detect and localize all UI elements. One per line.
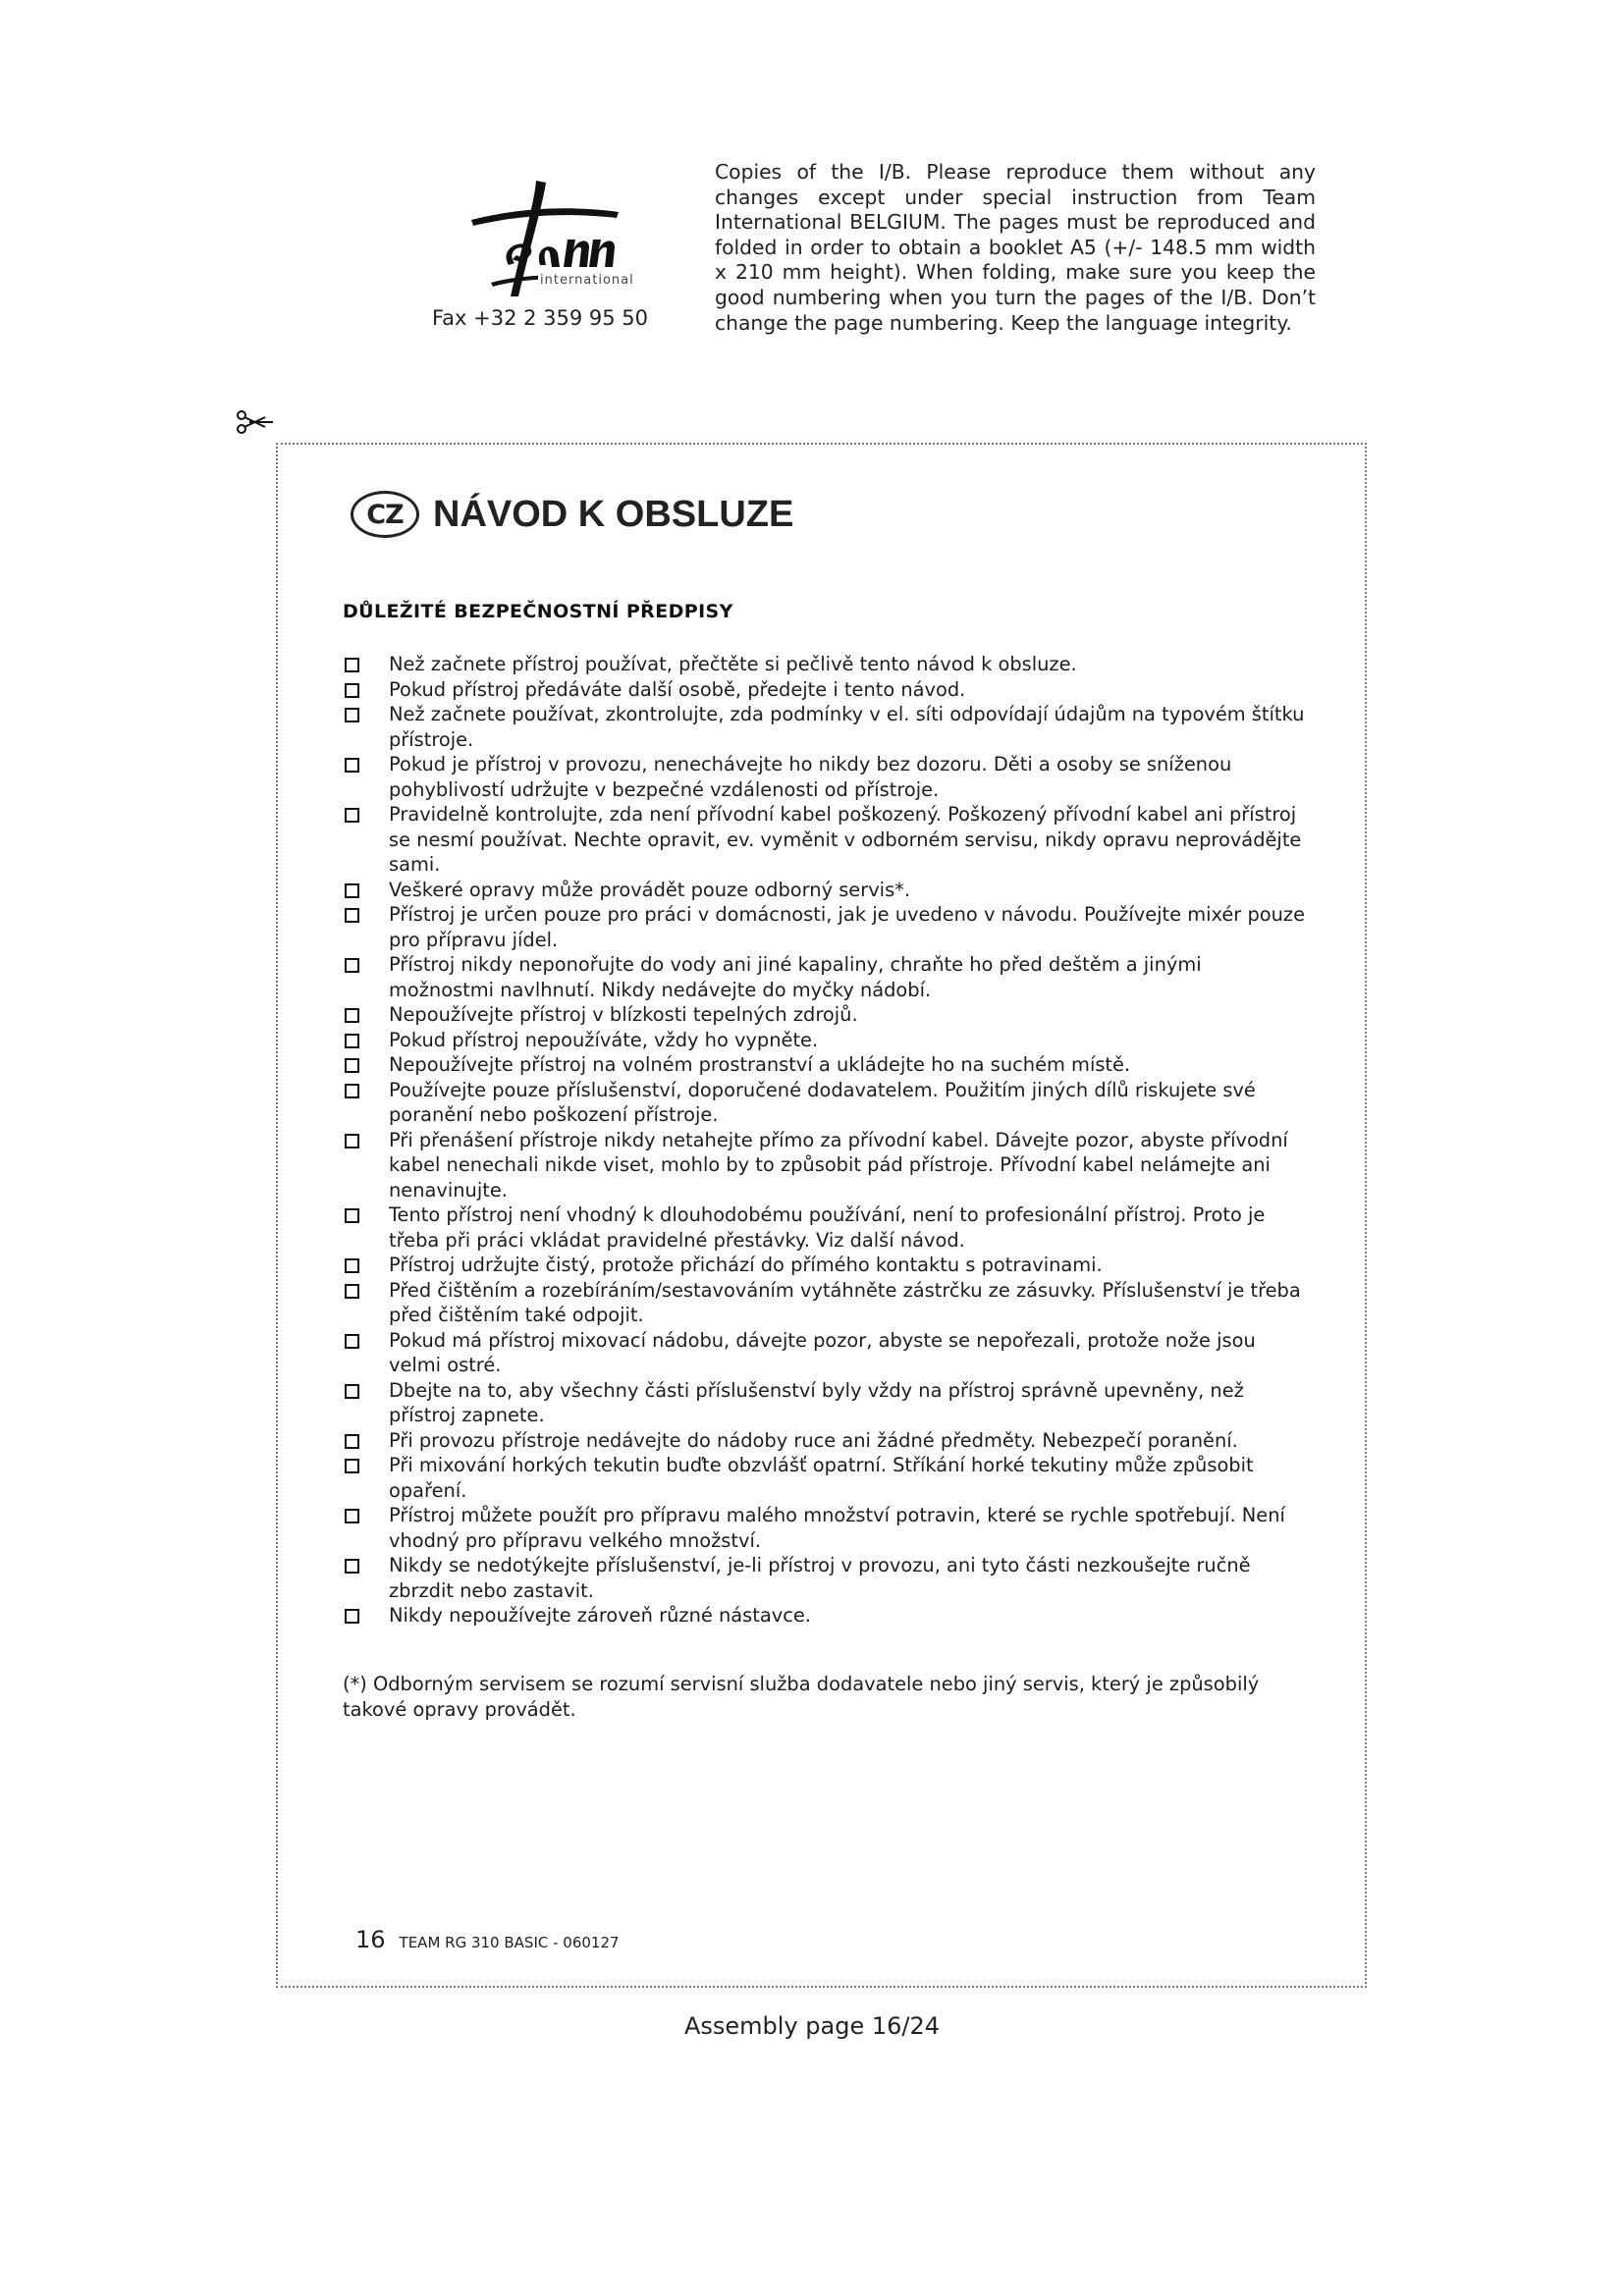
list-item-text: Tento přístroj není vhodný k dlouhodobému používání, není to profesionální přístroj. Proto je třeba při práci vkládat pravidelné přestávky. Viz další návod. <box>389 1203 1266 1252</box>
checkbox-icon <box>345 1509 359 1523</box>
list-item <box>343 902 1310 952</box>
list-item <box>343 1428 1310 1454</box>
list-item-text: Pokud přístroj předáváte další osobě, předejte i tento návod. <box>389 677 966 701</box>
list-item-text: Než začnete používat, zkontrolujte, zda podmínky v el. síti odpovídají údajům na typovém štítku přístroje. <box>389 703 1305 751</box>
list-item-text: Veškeré opravy může provádět pouze odborný servis*. <box>389 878 911 901</box>
list-item <box>343 702 1310 752</box>
team-logo <box>452 175 634 300</box>
list-item <box>343 1202 1310 1253</box>
list-item <box>343 1028 1310 1053</box>
list-item <box>343 1328 1310 1378</box>
checkbox-icon <box>345 1284 359 1299</box>
list-item <box>343 1378 1310 1428</box>
checkbox-icon <box>345 1459 359 1473</box>
list-item-text: Před čištěním a rozebíráním/sestavováním vytáhněte zástrčku ze zásuvky. Příslušenství je třeba před čištěním také odpojit. <box>389 1278 1301 1326</box>
list-item-text: Pravidelně kontrolujte, zda není přívodní kabel poškozený. Poškozený přívodní kabel ani přístroj se nesmí používat. Nechte opravit, ev. vyměnit v odborném servisu, nikdy opravu neprovádějte sami. <box>389 803 1302 876</box>
checkbox-icon <box>345 1258 359 1273</box>
checkbox-icon <box>345 883 359 898</box>
list-item <box>343 1078 1310 1128</box>
list-item-text: Než začnete přístroj používat, přečtěte si pečlivě tento návod k obsluze. <box>389 653 1077 675</box>
checkbox-icon <box>345 683 359 698</box>
checkbox-icon <box>345 1434 359 1449</box>
checkbox-icon <box>345 1609 359 1624</box>
manual-title: NÁVOD K OBSLUZE <box>433 493 794 535</box>
list-item-text: Pokud přístroj nepoužíváte, vždy ho vypněte. <box>389 1028 819 1051</box>
list-item <box>343 1603 1310 1629</box>
list-item-text: Nepoužívejte přístroj v blízkosti tepelných zdrojů. <box>389 1003 858 1026</box>
scissors-icon <box>236 409 275 435</box>
list-item-text: Při mixování horkých tekutin buďte obzvlášť opatrní. Stříkání horké tekutiny může způsobit opaření. <box>389 1454 1254 1502</box>
list-item-text: Přístroj udržujte čistý, protože přichází do přímého kontaktu s potravinami. <box>389 1254 1103 1276</box>
language-badge: CZ <box>351 491 419 538</box>
section-heading: DŮLEŽITÉ BEZPEČNOSTNÍ PŘEDPISY <box>343 601 733 622</box>
checkbox-icon <box>345 1384 359 1399</box>
checkbox-icon <box>345 1008 359 1023</box>
list-item-text: Pokud má přístroj mixovací nádobu, dávejte pozor, abyste se nepořezali, protože nože jsou velmi ostré. <box>389 1328 1256 1376</box>
list-item-text: Přístroj je určen pouze pro práci v domácnosti, jak je uvedeno v návodu. Používejte mixér pouze pro přípravu jídel. <box>389 903 1306 951</box>
checkbox-icon <box>345 1034 359 1048</box>
checkbox-icon <box>345 1559 359 1574</box>
footnote: (*) Odborným servisem se rozumí servisní služba dodavatele nebo jiný servis, který je způsobilý takové opravy provádět. <box>343 1673 1260 1721</box>
list-item <box>343 1128 1310 1203</box>
list-item <box>343 1052 1310 1078</box>
checkbox-icon <box>345 808 359 823</box>
list-item-text: Při přenášení přístroje nikdy netahejte přímo za přívodní kabel. Dávejte pozor, abyste přívodní kabel nenechali nikde viset, mohlo by to způsobit pád přístroje. Přívodní kabel nelámejte ani nenavinujte. <box>389 1128 1288 1201</box>
checkbox-icon <box>345 908 359 923</box>
checkbox-icon <box>345 958 359 973</box>
list-item <box>343 752 1310 802</box>
list-item <box>343 677 1310 703</box>
list-item <box>343 878 1310 903</box>
list-item-text: Používejte pouze příslušenství, doporučené dodavatelem. Použitím jiných dílů riskujete své poranění nebo poškození přístroje. <box>389 1078 1256 1126</box>
checkbox-icon <box>345 1208 359 1223</box>
list-item-text: Přístroj můžete použít pro přípravu malého množství potravin, které se rychle spotřebují. Není vhodný pro přípravu velkého množství. <box>389 1504 1285 1552</box>
list-item <box>343 1503 1310 1553</box>
list-item <box>343 1453 1310 1503</box>
checkbox-icon <box>345 1058 359 1073</box>
list-item <box>343 952 1310 1002</box>
list-item <box>343 652 1310 677</box>
list-item-text: Při provozu přístroje nedávejte do nádoby ruce ani žádné předměty. Nebezpečí poranění. <box>389 1428 1238 1452</box>
page-footer <box>355 1926 620 1953</box>
manual-title-row <box>351 491 793 538</box>
list-item <box>343 1553 1310 1603</box>
list-item-text: Nikdy nepoužívejte zároveň různé nástavce. <box>389 1604 811 1627</box>
checkbox-icon <box>345 1084 359 1098</box>
safety-list <box>343 652 1310 1629</box>
list-item <box>343 1253 1310 1278</box>
page-number: 16 <box>355 1926 386 1953</box>
checkbox-icon <box>345 658 359 672</box>
checkbox-icon <box>345 708 359 722</box>
checkbox-icon <box>345 1334 359 1349</box>
logo-subtext: international <box>540 273 634 288</box>
list-item-text: Dbejte na to, aby všechny části příslušenství byly vždy na přístroj správně upevněny, než přístroj zapnete. <box>389 1378 1244 1426</box>
list-item <box>343 1278 1310 1328</box>
header-logo-block <box>412 175 668 330</box>
list-item-text: Nikdy se nedotýkejte příslušenství, je-li přístroj v provozu, ani tyto části nezkoušejte ručně zbrzdit nebo zastavit. <box>389 1554 1251 1602</box>
checkbox-icon <box>345 758 359 773</box>
list-item-text: Přístroj nikdy neponořujte do vody ani jiné kapaliny, chraňte ho před deštěm a jinými možnostmi navlhnutí. Nikdy nedávejte do myčky nádobí. <box>389 953 1202 1001</box>
copies-instructions: Copies of the I/B. Please reproduce them without any changes except under special instruction from Team International BELGIUM. The pages must be reproduced and folded in order to obtain a booklet A5 (+/- 148.5 mm width x 210 mm height). When folding, make sure you keep the good numbering when you turn the pages of the I/B. Don’t change the page numbering. Keep the language integrity. <box>715 160 1316 335</box>
list-item <box>343 1002 1310 1028</box>
list-item <box>343 802 1310 878</box>
list-item-text: Pokud je přístroj v provozu, nenechávejte ho nikdy bez dozoru. Děti a osoby se sníženou pohyblivostí udržujte v bezpečné vzdálenosti od přístroje. <box>389 753 1232 801</box>
fax-number: Fax +32 2 359 95 50 <box>431 306 649 330</box>
checkbox-icon <box>345 1134 359 1148</box>
page-reference: TEAM RG 310 BASIC - 060127 <box>399 1934 620 1951</box>
list-item-text: Nepoužívejte přístroj na volném prostranství a ukládejte ho na suchém místě. <box>389 1053 1131 1076</box>
assembly-page-label: Assembly page 16/24 <box>683 2012 941 2040</box>
